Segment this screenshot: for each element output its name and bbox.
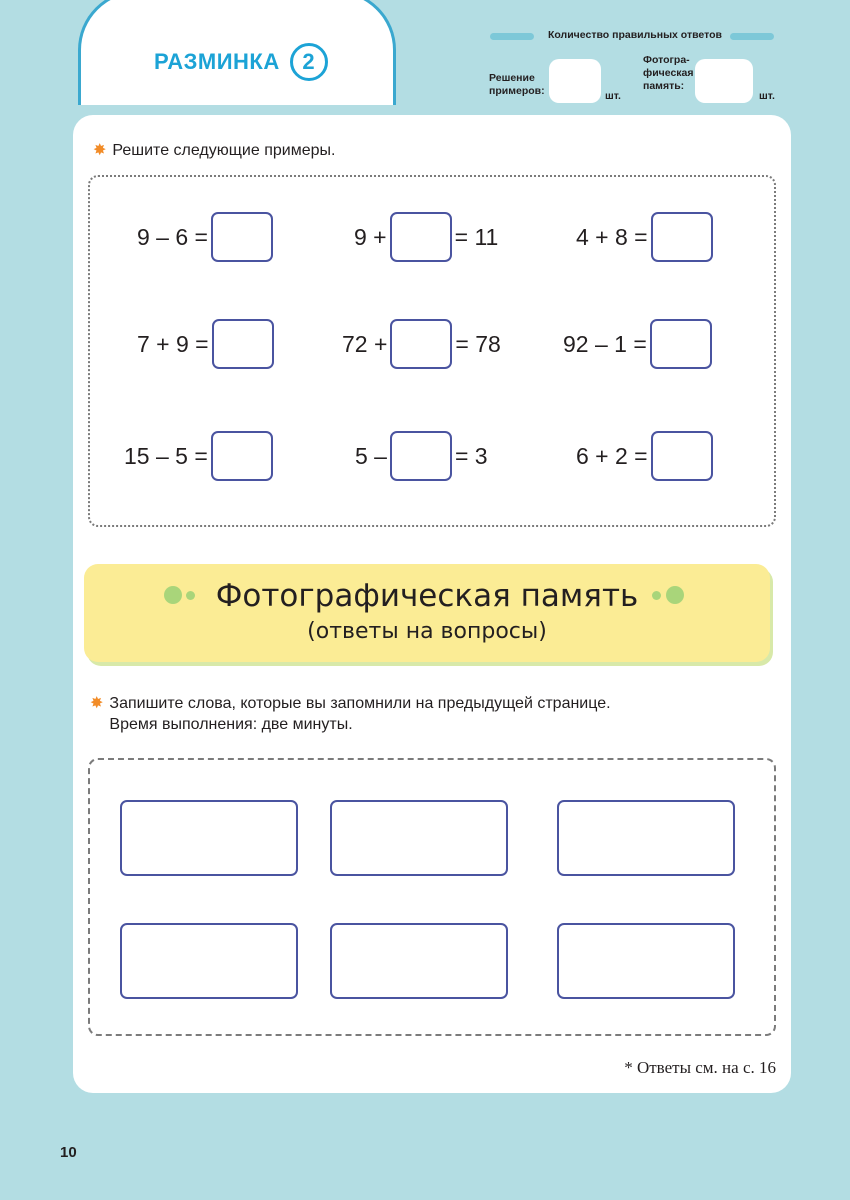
word-input-box[interactable] — [557, 800, 735, 876]
example-8: 5 – = 3 — [355, 431, 488, 481]
banner-title: Фотографическая память — [215, 578, 639, 614]
answer-box[interactable] — [212, 319, 274, 369]
answer-box[interactable] — [651, 212, 713, 262]
answer-box[interactable] — [211, 212, 273, 262]
star-bullet-icon: ✸ — [93, 142, 107, 159]
section-number-badge: 2 — [290, 43, 328, 81]
solving-label: Решение примеров: — [489, 72, 545, 97]
caption-pill-left — [490, 33, 534, 40]
task2-instruction — [90, 693, 611, 735]
caption-pill-right — [730, 33, 774, 40]
section-title — [154, 44, 328, 80]
banner-subtitle: (ответы на вопросы) — [307, 619, 547, 644]
task2-instruction-text: Запишите слова, которые вы запомнили на предыдущей странице. Время выполнения: две минуты. — [109, 695, 611, 733]
solving-unit: шт. — [605, 90, 621, 102]
example-2: 9 + = 11 — [354, 212, 498, 262]
task1-instruction — [93, 140, 335, 161]
word-input-box[interactable] — [120, 800, 298, 876]
answers-footnote: * Ответы см. на с. 16 — [624, 1058, 776, 1077]
memory-banner — [84, 564, 770, 662]
example-5: 72 + = 78 — [342, 319, 501, 369]
task1-instruction-text: Решите следующие примеры. — [112, 142, 336, 159]
answer-box[interactable] — [390, 212, 452, 262]
example-6: 92 – 1 = — [563, 319, 715, 369]
example-7: 15 – 5 = — [124, 431, 276, 481]
memory-label: Фотогра- фическая память: — [643, 54, 694, 92]
word-input-box[interactable] — [330, 800, 508, 876]
example-4: 7 + 9 = — [137, 319, 277, 369]
word-input-box[interactable] — [120, 923, 298, 999]
answer-box[interactable] — [390, 431, 452, 481]
word-input-box[interactable] — [330, 923, 508, 999]
answer-box[interactable] — [650, 319, 712, 369]
example-9: 6 + 2 = — [576, 431, 716, 481]
answer-box[interactable] — [211, 431, 273, 481]
example-3: 4 + 8 = — [576, 212, 716, 262]
score-caption: Количество правильных ответов — [548, 29, 722, 41]
memory-unit: шт. — [759, 90, 775, 102]
answer-box[interactable] — [390, 319, 452, 369]
memory-score-field[interactable] — [695, 59, 753, 103]
example-1: 9 – 6 = — [137, 212, 276, 262]
section-title-text: РАЗМИНКА — [154, 49, 280, 74]
answer-box[interactable] — [651, 431, 713, 481]
page-number: 10 — [60, 1144, 77, 1161]
word-input-box[interactable] — [557, 923, 735, 999]
solving-score-field[interactable] — [549, 59, 601, 103]
star-bullet-icon: ✸ — [90, 695, 104, 712]
